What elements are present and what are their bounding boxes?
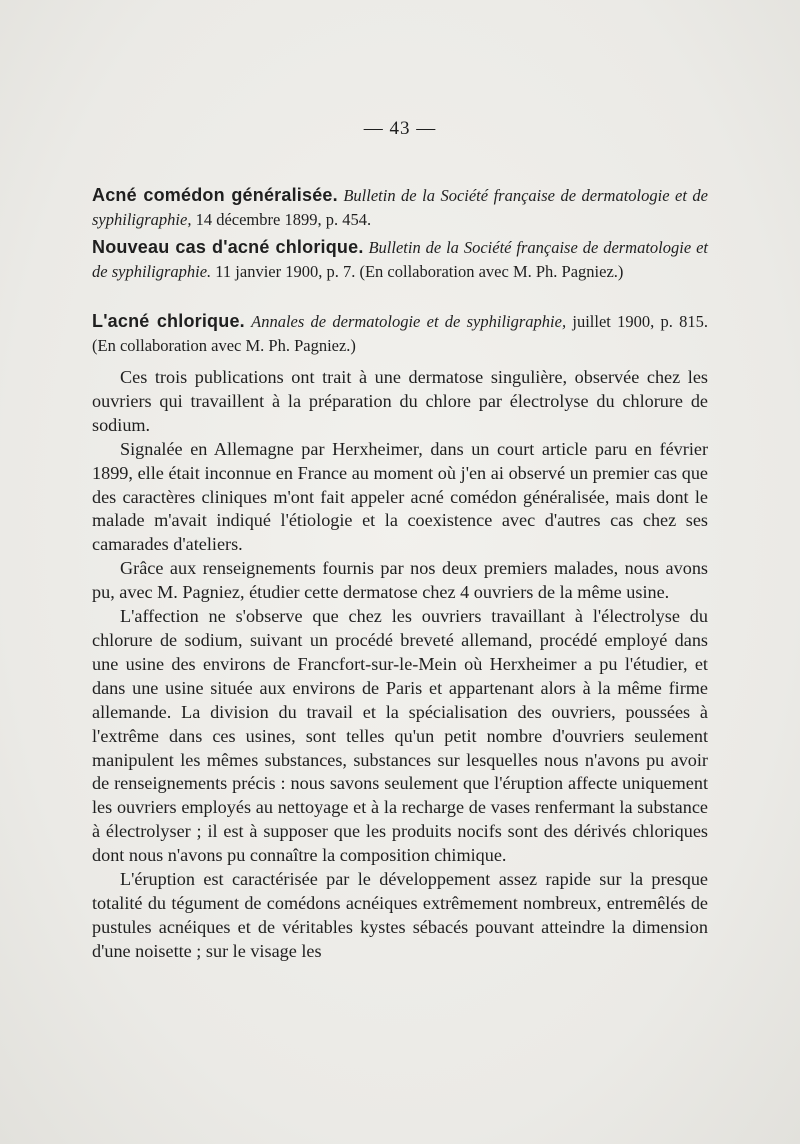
reference-title: Nouveau cas d'acné chlorique. bbox=[92, 237, 364, 257]
body-text bbox=[92, 366, 708, 964]
page-number: — 43 — bbox=[363, 118, 437, 139]
paragraph: Ces trois publications ont trait à une dermatose singulière, observée chez les ouvriers qui travaillent à la préparation du chlore par électrolyse du chlorure de sodium. bbox=[92, 367, 708, 435]
reference-journal: Bulletin de la Société française de dermatologie et de syphiligraphie, bbox=[92, 186, 708, 229]
reference-details: juillet 1900, p. 815. (En collaboration avec M. Ph. Pagniez.) bbox=[92, 312, 709, 355]
reference-journal: Annales de dermatologie et de syphiligraphie, bbox=[251, 312, 567, 331]
reference-title: Acné comédon généralisée. bbox=[92, 185, 338, 205]
reference-entry bbox=[92, 183, 708, 232]
reference-details: 11 janvier 1900, p. 7. (En collaboration avec M. Ph. Pagniez.) bbox=[215, 262, 624, 281]
reference-entry bbox=[92, 309, 708, 358]
reference-title: L'acné chlorique. bbox=[92, 311, 245, 331]
reference-entry bbox=[92, 235, 708, 284]
paragraph: Grâce aux renseignements fournis par nos deux premiers malades, nous avons pu, avec M. Pagniez, étudier cette dermatose chez 4 ouvriers de la même usine. bbox=[92, 558, 708, 603]
reference-details: 14 décembre 1899, p. 454. bbox=[195, 210, 372, 229]
paragraph: L'affection ne s'observe que chez les ouvriers travaillant à l'électrolyse du chlorure de sodium, suivant un procédé breveté allemand, procédé employé dans une usine des environs de Francfort-sur-le-Mein où Herxheimer a pu l'étudier, et dans une usine située aux environs de Paris et appartenant alors à la même firme allemande. La division du travail et la spécialisation des ouvriers, poussées à l'extrême dans ces usines, sont telles qu'un petit nombre d'ouvriers seulement manipulent les mêmes substances, substances sur lesquelles nous n'avons pu avoir de renseignements précis : nous savons seulement que l'éruption affecte uniquement les ouvriers employés au nettoyage et à la recharge de vases renfermant la substance à électrolyser ; il est à supposer que les produits nocifs sont des dérivés chloriques dont nous n'avons pu connaître la composition chimique. bbox=[92, 606, 708, 866]
paragraph: L'éruption est caractérisée par le développement assez rapide sur la presque totalité du tégument de comédons acnéiques extrêmement nombreux, entremêlés de pustules acnéiques et de véritables kystes sébacés pouvant atteindre la dimension d'une noisette ; sur le visage les bbox=[92, 869, 708, 961]
paragraph: Signalée en Allemagne par Herxheimer, dans un court article paru en février 1899, elle était inconnue en France au moment où j'en ai observé un premier cas que des caractères cliniques m'ont fait appeler acné comédon généralisée, mais dont le malade m'avait indiqué l'étiologie et la coexistence avec d'autres cas chez ses camarades d'ateliers. bbox=[92, 438, 708, 555]
reference-journal: Bulletin de la Société française de dermatologie et de syphiligraphie. bbox=[92, 238, 708, 281]
